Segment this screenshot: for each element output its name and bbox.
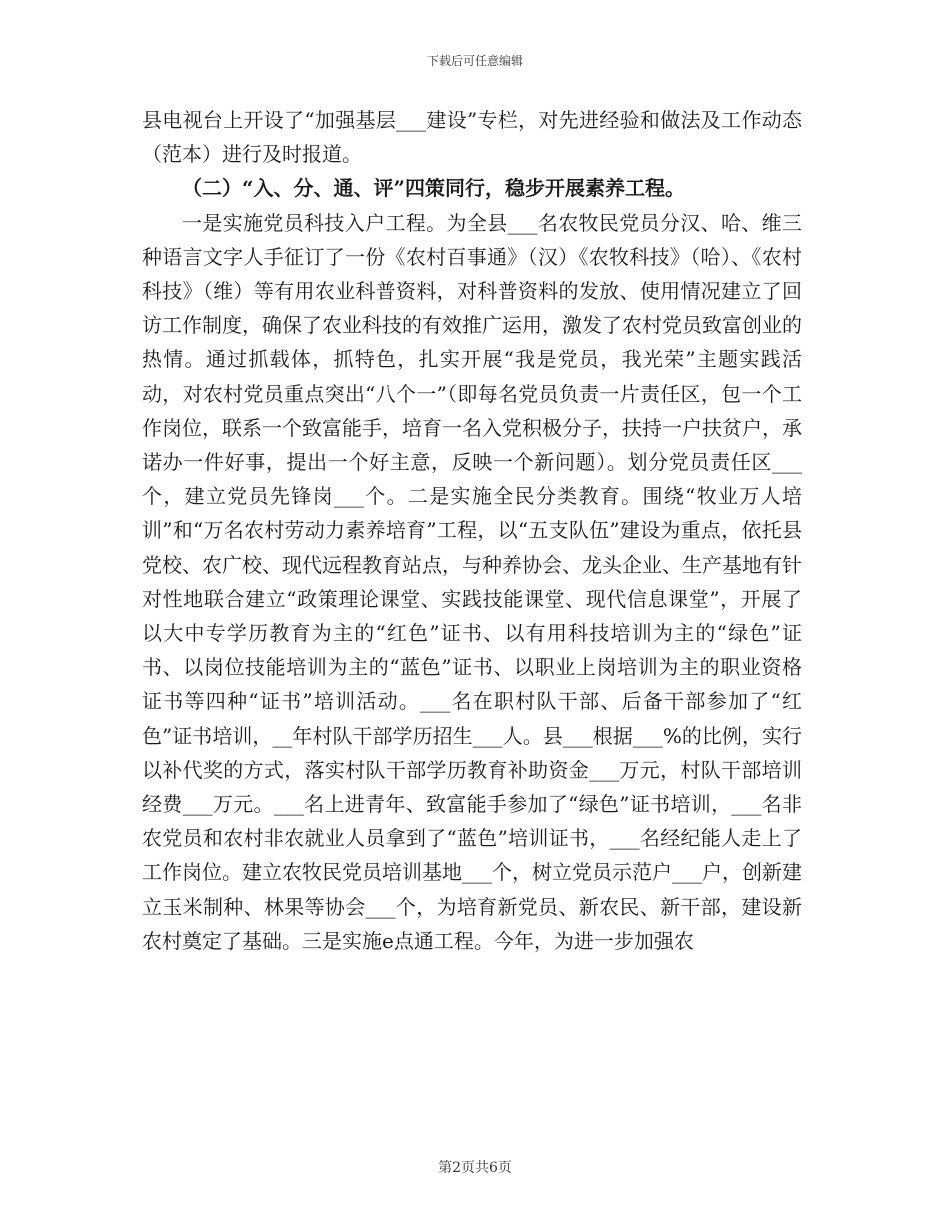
section-heading: （二）“入、分、通、评”四策同行，稳步开展素养工程。 bbox=[182, 176, 686, 201]
paragraph-1: 县电视台上开设了“加强基层___建设”专栏，对先进经验和做法及工作动态（范本）进行及时报道。 bbox=[142, 108, 802, 167]
page-header-note: 下载后可任意编辑 bbox=[426, 54, 523, 68]
document-body bbox=[142, 103, 802, 958]
page-number: 第2页共6页 bbox=[438, 1160, 512, 1176]
paragraph-3: 一是实施党员科技入户工程。为全县___名农牧民党员分汉、哈、维三种语言文字人手征订了一份《农村百事通》（汉）《农牧科技》（哈）、《农村科技》（维）等有用农业科普资料，对科普资料的发放、使用情况建立了回访工作制度，确保了农业科技的有效推广运用，激发了农村党员致富创业的热情。通过抓载体，抓特色，扎实开展“我是党员，我光荣”主题实践活动，对农村党员重点突出“八个一”（即每名党员负责一片责任区，包一个工作岗位，联系一个致富能手，培育一名入党积极分子，扶持一户扶贫户，承诺办一件好事，提出一个好主意，反映一个新问题）。划分党员责任区___个，建立党员先锋岗___个。二是实施全民分类教育。围绕“牧业万人培训”和“万名农村劳动力素养培育”工程，以“五支队伍”建设为重点，依托县党校、农广校、现代远程教育站点，与种养协会、龙头企业、生产基地有针对性地联合建立“政策理论课堂、实践技能课堂、现代信息课堂”，开展了以大中专学历教育为主的“红色”证书、以有用科技培训为主的“绿色”证书、以岗位技能培训为主的“蓝色”证书、以职业上岗培训为主的职业资格证书等四种“证书”培训活动。___名在职村队干部、后备干部参加了“红色”证书培训，__年村队干部学历招生___人。县___根据___%的比例，实行以补代奖的方式，落实村队干部学历教育补助资金___万元，村队干部培训经费___万元。___名上进青年、致富能手参加了“绿色”证书培训，___名非农党员和农村非农就业人员拿到了“蓝色”培训证书，___名经纪能人走上了工作岗位。建立农牧民党员培训基地___个，树立党员示范户___户，创新建立玉米制种、林果等协会___个，为培育新党员、新农民、新干部，建设新农村奠定了基础。三是实施e点通工程。今年，为进一步加强农 bbox=[142, 210, 802, 953]
